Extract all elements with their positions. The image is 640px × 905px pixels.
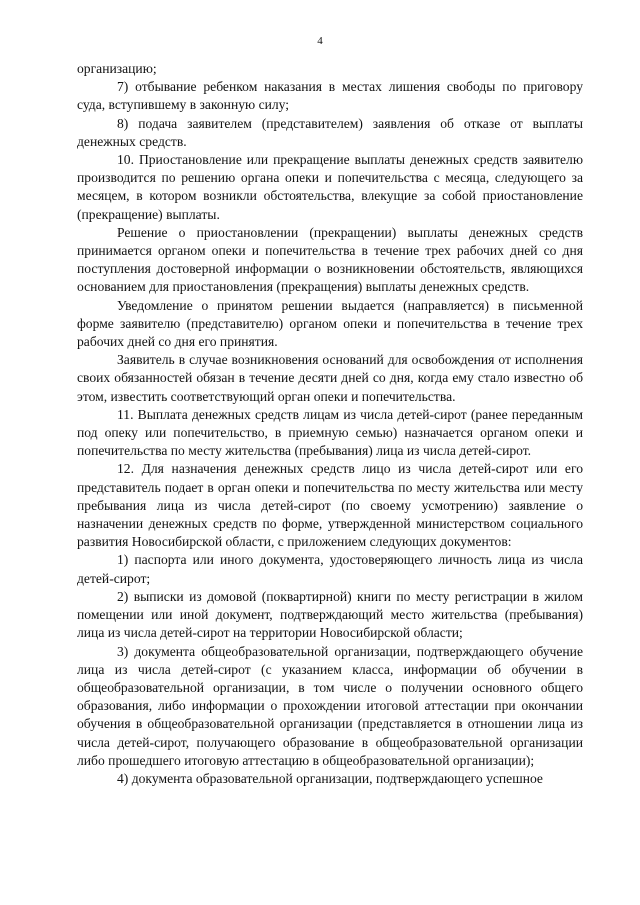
paragraph: 12. Для назначения денежных средств лицо из числа детей-сирот или его представитель подает в орган опеки и попечительства по месту жительства или месту пребывания лица из числа детей-сирот (по своему усмотрению) заявление о назначении денежных средств по форме, утвержденной министерством социального развития Новосибирской области, с приложением следующих документов: [77,461,583,550]
paragraph: 2) выписки из домовой (поквартирной) книги по месту регистрации в жилом помещении или иной документ, подтверждающий место жительства (пребывания) лица из числа детей-сирот на территории Новосибирской области; [77,588,583,641]
paragraph: Решение о приостановлении (прекращении) выплаты денежных средств принимается органом опеки и попечительства в течение трех рабочих дней со дня поступления достоверной информации о возникновении обстоятельств, являющихся основанием для приостановления (прекращения) выплаты денежных средств. [77,224,583,295]
paragraph: Заявитель в случае возникновения оснований для освобождения от исполнения своих обязанностей обязан в течение десяти дней со дня, когда ему стало известно об этом, известить соответствующий орган опеки и попечительства. [77,352,583,404]
paragraph: 7) отбывание ребенком наказания в местах лишения свободы по приговору суда, вступившему в законную силу; [77,79,583,113]
paragraph: 1) паспорта или иного документа, удостоверяющего личность лица из числа детей-сирот; [77,552,583,586]
paragraph: 3) документа общеобразовательной организации, подтверждающего обучение лица из числа детей-сирот (с указанием класса, информации об обучении в общеобразовательной организации, в том числе о получении основного общего образования, либо информации о прохождении итоговой аттестации при окончании обучения в общеобразовательной организации (представляется в отношении лица из числа детей-сирот, получающего образование в общеобразовательной организации либо прошедшего итоговую аттестацию в общеобразовательной организации); [77,643,583,768]
page-number: 4 [317,35,323,47]
paragraph: организацию; [77,61,157,76]
document-body [77,60,583,788]
paragraph: 4) документа образовательной организации, подтверждающего успешное [117,770,543,786]
paragraph: 10. Приостановление или прекращение выплаты денежных средств заявителю производится по решению органа опеки и попечительства с месяца, следующего за месяцем, в котором возникли обстоятельства, влекущие за собой приостановление (прекращение) выплаты. [77,152,583,222]
paragraph: 8) подача заявителем (представителем) заявления об отказе от выплаты денежных средств. [77,115,583,149]
paragraph: Уведомление о принятом решении выдается (направляется) в письменной форме заявителю (представителю) органом опеки и попечительства в течение трех рабочих дней со дня его принятия. [77,297,583,350]
paragraph: 11. Выплата денежных средств лицам из числа детей-сирот (ранее переданным под опеку или попечительство, в приемную семью) назначается органом опеки и попечительства по месту жительства (пребывания) лица из числа детей-сирот. [77,406,583,459]
